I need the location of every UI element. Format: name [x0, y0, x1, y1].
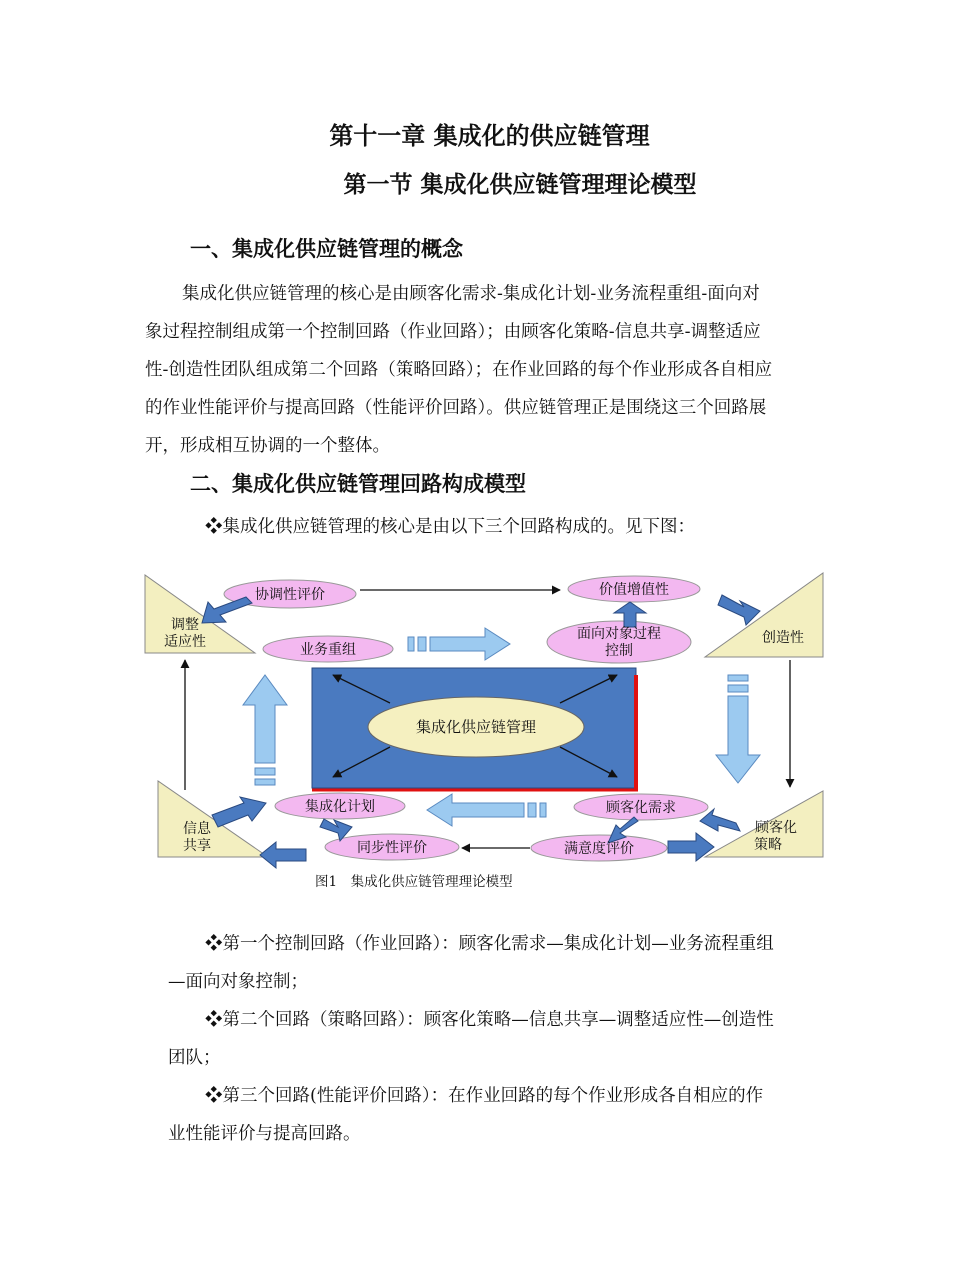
label-tri-top-left-2: 适应性 [164, 634, 206, 650]
figure-caption: 图1 集成化供应链管理理论模型 [315, 874, 513, 890]
label-satisfaction: 满意度评价 [564, 841, 634, 857]
section-title: 第一节 集成化供应链管理理论模型 [343, 171, 697, 198]
block-arrow-down [716, 675, 760, 783]
loop-bullet-line: —面向对象控制； [168, 972, 308, 992]
intro-bullet: ❖集成化供应链管理的核心是由以下三个回路构成的。见下图： [205, 517, 695, 537]
paragraph-line: 性-创造性团队组成第二个回路（策略回路）；在作业回路的每个作业形成各自相应 [145, 360, 773, 380]
loop-bullet-line: ❖第一个控制回路（作业回路）：顾客化需求—集成化计划—业务流程重组 [205, 934, 774, 954]
paragraph-line: 的作业性能评价与提高回路（性能评价回路）。供应链管理正是围绕这三个回路展 [145, 398, 767, 418]
small-arrow [718, 595, 760, 625]
label-tri-bottom-left-2: 共享 [183, 838, 211, 854]
label-cust-demand: 顾客化需求 [606, 800, 676, 816]
small-arrow [212, 797, 266, 827]
block-arrow-up [243, 675, 287, 785]
label-sync-eval: 同步性评价 [357, 840, 427, 856]
label-center: 集成化供应链管理 [415, 718, 537, 736]
label-tri-bottom-left-1: 信息 [183, 821, 211, 837]
small-arrow [700, 809, 740, 831]
label-value-add: 价值增值性 [599, 582, 669, 598]
loop-bullets [168, 925, 858, 1153]
label-oop-control-2: 控制 [605, 643, 633, 659]
paragraph-line: 象过程控制组成第一个控制回路（作业回路）；由顾客化策略-信息共享-调整适应 [145, 322, 761, 342]
label-tri-bottom-right-2: 策略 [754, 837, 782, 853]
paragraph-line: 集成化供应链管理的核心是由顾客化需求-集成化计划-业务流程重组-面向对 [182, 284, 760, 304]
small-arrow [202, 597, 252, 623]
label-int-plan: 集成化计划 [305, 799, 375, 815]
label-tri-top-left-1: 调整 [171, 617, 199, 633]
heading-concept: 一、集成化供应链管理的概念 [190, 236, 463, 261]
loop-bullet-line: ❖第二个回路（策略回路）：顾客化策略—信息共享—调整适应性—创造性 [205, 1010, 774, 1030]
block-arrow-left [427, 794, 546, 826]
loop-bullet-line: 团队； [168, 1048, 221, 1068]
label-oop-control-1: 面向对象过程 [577, 626, 661, 642]
block-arrow-right [408, 628, 510, 660]
chapter-title: 第十一章 集成化的供应链管理 [329, 121, 650, 150]
label-tri-bottom-right-1: 顾客化 [755, 820, 797, 836]
concept-paragraph [145, 275, 845, 465]
paragraph-line: 开，形成相互协调的一个整体。 [145, 436, 390, 456]
small-arrow [260, 842, 306, 868]
label-biz-reorg: 业务重组 [300, 642, 356, 658]
label-coord-eval: 协调性评价 [255, 587, 325, 603]
label-tri-top-right: 创造性 [762, 630, 804, 646]
loop-bullet-line: 业性能评价与提高回路。 [168, 1124, 361, 1144]
loop-bullet-line: ❖第三个回路(性能评价回路）：在作业回路的每个作业形成各自相应的作 [205, 1086, 764, 1106]
heading-model: 二、集成化供应链管理回路构成模型 [190, 471, 526, 496]
supply-chain-model-diagram [140, 565, 840, 895]
